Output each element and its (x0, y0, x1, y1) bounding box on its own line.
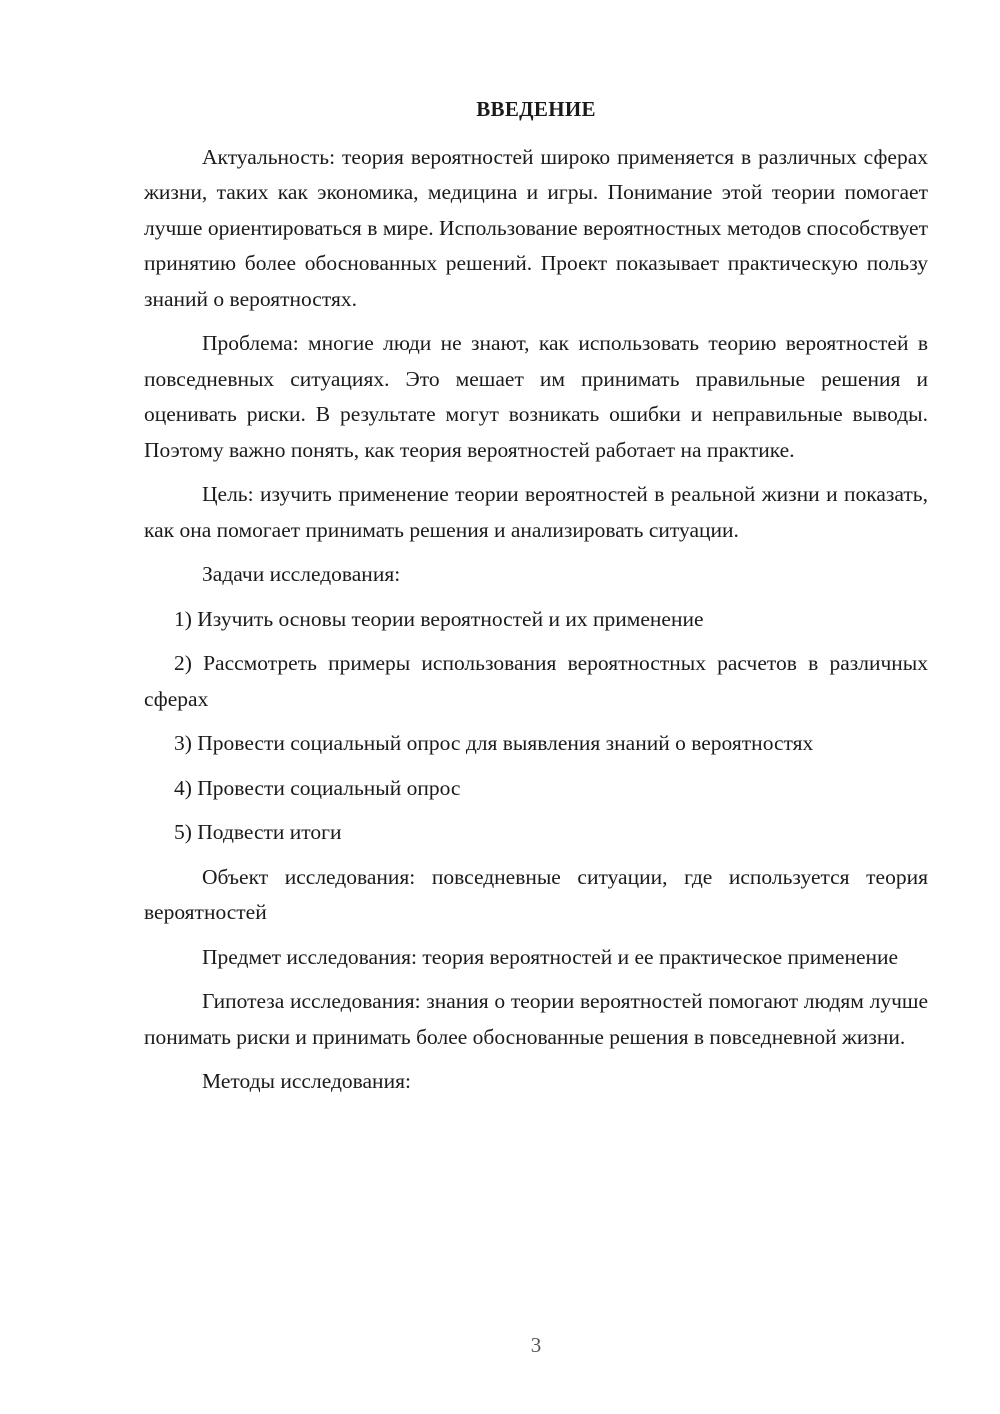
paragraph-relevance: Актуальность: теория вероятностей широко применяется в различных сферах жизни, таких как экономика, медицина и игры. Понимание этой теории помогает лучше ориентироваться в мире. Использование вероятностных методов способствует принятию более обоснованных решений. Проект показывает практическую пользу знаний о вероятностях. (144, 144, 928, 311)
page-title: ВВЕДЕНИЕ (476, 97, 596, 121)
paragraph-hypothesis: Гипотеза исследования: знания о теории вероятностей помогают людям лучше понимать риски и принимать более обоснованные решения в повседневной жизни. (144, 989, 928, 1049)
paragraph-object: Объект исследования: повседневные ситуации, где используется теория вероятностей (144, 864, 928, 924)
paragraph-methods-heading: Методы исследования: (202, 1069, 411, 1093)
paragraph-subject: Предмет исследования: теория вероятностей и ее практическое применение (202, 944, 899, 969)
document-page (144, 92, 928, 1109)
task-item-5: 5) Подвести итоги (174, 820, 342, 844)
task-item-4: 4) Провести социальный опрос (174, 775, 461, 800)
task-item-3: 3) Провести социальный опрос для выявления знаний о вероятностях (174, 731, 814, 755)
page-number: 3 (530, 1333, 542, 1357)
paragraph-tasks-heading: Задачи исследования: (202, 562, 401, 586)
task-item-2: 2) Рассмотреть примеры использования вероятностных расчетов в различных сферах (144, 651, 928, 711)
paragraph-problem: Проблема: многие люди не знают, как использовать теорию вероятностей в повседневных ситуациях. Это мешает им принимать правильные решения и оценивать риски. В результате могут возникать ошибки и неправильные выводы. Поэтому важно понять, как теория вероятностей работает на практике. (144, 331, 928, 462)
task-item-1: 1) Изучить основы теории вероятностей и их применение (174, 606, 704, 631)
paragraph-goal: Цель: изучить применение теории вероятностей в реальной жизни и показать, как она помогает принимать решения и анализировать ситуации. (144, 482, 928, 542)
